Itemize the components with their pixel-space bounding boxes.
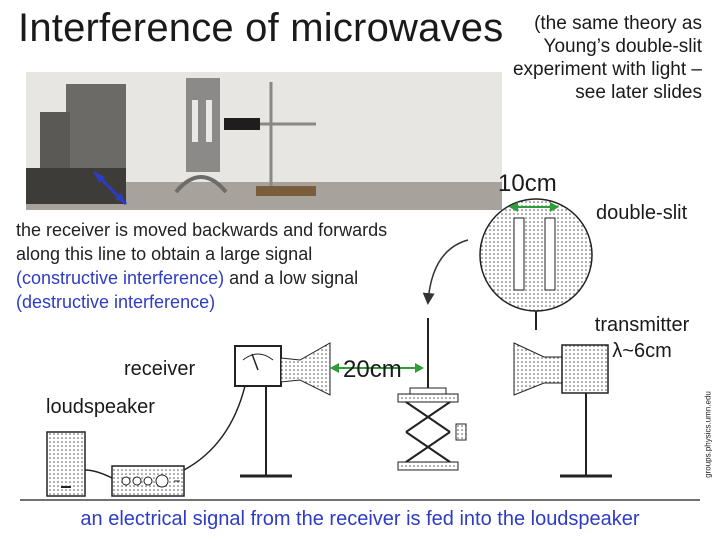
- slit-left: [514, 218, 524, 290]
- lab-jack-top: [398, 394, 458, 402]
- receiver-note-text-1: the receiver is moved backwards and forwards along this line to obtain a large signal: [16, 220, 388, 264]
- slit-right: [545, 218, 555, 290]
- transmitter-horn: [514, 343, 562, 395]
- page-title: Interference of microwaves: [18, 6, 504, 50]
- distance-label: 20cm: [343, 356, 402, 383]
- speaker-cable: [85, 470, 112, 478]
- double-slit-label: double-slit: [596, 202, 688, 224]
- destructive-label: (destructive interference): [16, 292, 216, 312]
- receiver-horn: [281, 343, 330, 395]
- constructive-label: (constructive interference): [16, 268, 225, 288]
- transmitter-label-group: [583, 312, 701, 364]
- transmitter-label: transmitter: [594, 314, 690, 336]
- loudspeaker-label: loudspeaker: [46, 396, 155, 418]
- photo-credit-right: groups.physics.umn.edu: [703, 391, 713, 478]
- bottom-note: an electrical signal from the receiver is fed into the loudspeaker: [80, 508, 640, 530]
- slit-width-label: 10cm: [498, 170, 557, 197]
- double-slit-disc: [480, 199, 592, 311]
- receiver-note-text-2: and a low signal: [224, 268, 359, 288]
- pointer-arrow: [428, 240, 468, 302]
- lab-jack-base: [398, 462, 458, 470]
- wavelength-label: λ~6cm: [612, 340, 672, 362]
- receiver-cable: [184, 386, 245, 470]
- receiver-label: receiver: [124, 358, 196, 380]
- theory-note: (the same theory as Young’s double-slit experiment with light – see later slides: [512, 13, 702, 103]
- receiver-meter: [235, 346, 281, 386]
